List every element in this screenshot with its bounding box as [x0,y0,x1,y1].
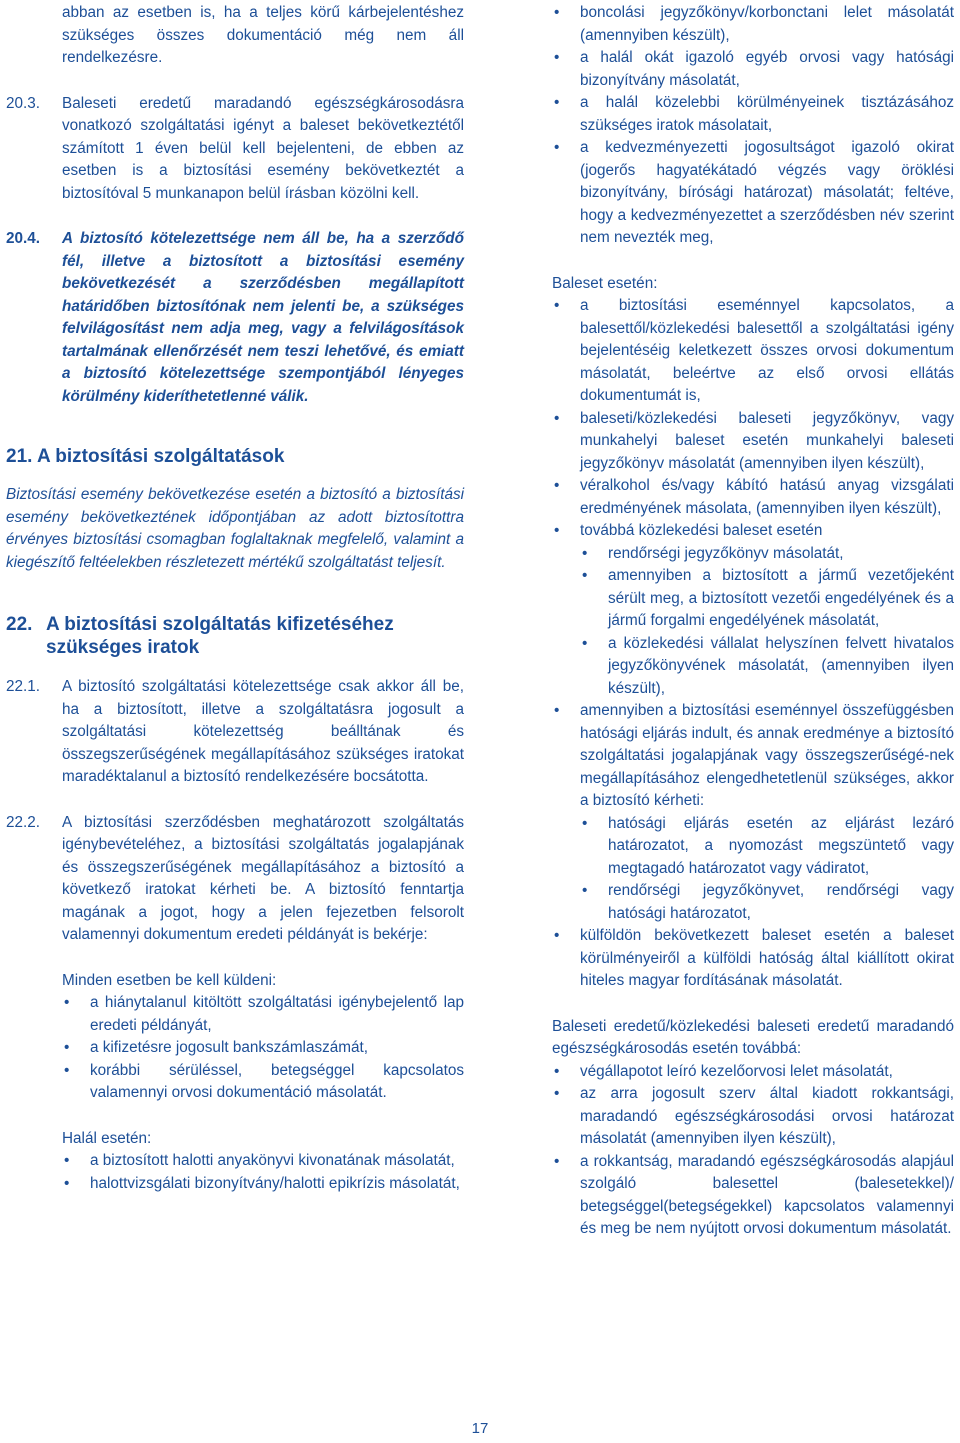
section-heading-21: 21. A biztosítási szolgáltatások [6,446,285,467]
list-item: • amennyiben a biztosított a jármű vezetőjeként sérült meg, a biztosított vezetői engedélyének és a jármű forgalmi engedélyének másolatát, [580,565,954,633]
section-21-text: Biztosítási esemény bekövetkezése esetén a biztosító a biztosítási esemény bekövetkeztének időpontjában az adott biztosítottra érvényes biztosítási csomagban foglaltaknak megfelelő, valamint a kiegészítő feltéelekben részletezett mértékű szolgáltatást teljesít. [6,486,464,571]
paragraph-20-3 [6,93,464,206]
list-item: • a kedvezményezetti jogosultságot igazoló okirat (jogerős hagyatékátadó végzés vagy öröklési bizonyítvány, bírósági határozat) másolatát; feltéve, hogy a kedvezményezettet a szerződésben név szerint nem nevezték meg, [552,137,954,250]
list-baleset [552,295,954,993]
list-item: • boncolási jegyzőkönyv/korbonctani lelet másolatát (amennyiben készült), [552,2,954,47]
list-item: • külföldön bekövetkezett baleset esetén a baleset körülményeiről a külföldi hatóság által kiállított okirat hiteles magyar fordításának másolatát. [552,925,954,993]
list-item [552,520,954,700]
list-halal [62,1150,464,1195]
paragraph-text: A biztosító kötelezettsége nem áll be, ha a szerződő fél, illetve a biztosított a biztosítási esemény bekövetkezését a szerződésben megállapított határidőben biztosítónak nem jelenti be, a szükséges felvilágosítást nem adja meg, vagy a felvilágosítások tartalmának ellenőrzését nem teszi lehetővé, és emiatt a biztosító kötelezettsége szempontjából lényeges körülmény kideríthetetlenné válik. [62,230,464,405]
paragraph-20-4 [6,228,464,408]
list-item: • a rokkantság, maradandó egészségkárosodás alapjául szolgáló balesettel (balesetekkel)/ betegséggel(betegségekkel) kapcsolatos valamennyi és meg be nem nyújtott orvosi dokumentum másolatát. [552,1151,954,1241]
list-item: • a kifizetésre jogosult bankszámlaszámát, [62,1037,464,1060]
list-item: • halottvizsgálati bizonyítvány/halotti epikrízis másolatát, [62,1173,464,1196]
list-label: Baleset esetén: [552,274,658,292]
list-halal-continued [552,2,954,250]
paragraph-number: 22.2. [6,813,41,831]
list-item: • a biztosított halotti anyakönyvi kivonatának másolatát, [62,1150,464,1173]
list-label: Halál esetén: [62,1129,152,1147]
list-item: • a közlekedési vállalat helyszínen felvett hivatalos jegyzőkönyvének másolatát, (amennyiben ilyen készült), [580,633,954,701]
section-heading-22 [6,613,464,659]
paragraph-22-1 [6,676,464,789]
list-block-minden [6,970,464,1105]
list-item: • a biztosítási eseménnyel kapcsolatos, a balesettől/közlekedési balesettől a szolgáltatási igény bejelentéséig keletkezett összes orvosi dokumentum másolatát, beleértve az első orvosi ellátás dokumentumát is, [552,295,954,408]
list-item: • korábbi sérüléssel, betegséggel kapcsolatos valamennyi orvosi dokumentáció másolatát. [62,1060,464,1105]
page-number: 17 [471,1420,489,1437]
list-item [552,700,954,925]
list-kozlekedesi [580,543,954,701]
list-item: • végállapotot leíró kezelőorvosi lelet másolatát, [552,1061,954,1084]
paragraph-text: A biztosítási szerződésben meghatározott szolgáltatás igénybevételéhez, a biztosítási szolgáltatás jogalapjának és összegszerűségének megállapításához a biztosító a következő iratokat kérheti be. A biztosító fenntartja magának a jogot, hogy a jelen fejezetben felsorolt valamennyi dokumentum eredeti példányát is bekérje: [62,813,464,943]
heading-text: A biztosítási szolgáltatás kifizetéséhez szükséges iratok [46,614,394,658]
paragraph-number: 22.1. [6,678,41,695]
list-item: • baleseti/közlekedési baleseti jegyzőkönyv, vagy munkahelyi baleset esetén munkahelyi baleseti jegyzőkönyv másolatát (amennyiben ilyen készült), [552,408,954,476]
list-item: • a halál okát igazoló egyéb orvosi vagy hatósági bizonyítvány másolatát, [552,47,954,92]
list-maradando [552,1061,954,1241]
list-item: • a halál közelebbi körülményeinek tisztázásához szükséges iratok másolatait, [552,92,954,137]
list-item-text: továbbá közlekedési baleset esetén [580,522,823,539]
list-minden [62,992,464,1105]
list-item: • rendőrségi jegyzőkönyvet, rendőrségi vagy hatósági határozatot, [580,880,954,925]
list-block-halal [6,1128,464,1196]
list-item: • a hiánytalanul kitöltött szolgáltatási igénybejelentő lap eredeti példányát, [62,992,464,1037]
list-item: • az arra jogosult szerv által kiadott rokkantsági, maradandó egészségkárosodási orvosi határozat másolatát (amennyiben ilyen készült), [552,1083,954,1151]
left-column [6,0,464,1195]
heading-number: 22. [6,614,33,635]
list-item: • véralkohol és/vagy kábító hatású anyag vizsgálati eredményének másolata, (amennyiben ilyen készült), [552,475,954,520]
list-item: • rendőrségi jegyzőkönyv másolatát, [580,543,954,566]
paragraph-number: 20.4. [6,230,41,247]
paragraph-20-2-continued: abban az esetben is, ha a teljes körű kárbejelentéshez szükséges összes dokumentáció még nem áll rendelkezésre. [62,4,464,66]
list-item-text: amennyiben a biztosítási eseménnyel összefüggésben hatósági eljárás indult, és annak eredménye a biztosító szolgáltatási jogalapjának vagy összegszerűségé-nek megállapításához elengedhetetlenül szükséges, akkor a biztosító kérheti: [580,702,954,809]
list-item: • hatósági eljárás esetén az eljárást lezáró határozatot, a nyomozást megszüntető vagy megtagadó határozatot vagy vádiratot, [580,813,954,881]
paragraph-text: A biztosító szolgáltatási kötelezettsége csak akkor áll be, ha a biztosított, illetve a szolgáltatásra jogosult a szolgáltatási kötelezettség beálltának és összegszerűségének megállapításához szükséges iratokat maradéktalanul a biztosító rendelkezésére bocsátotta. [62,678,464,785]
list-label: Minden esetben be kell küldeni: [62,971,277,989]
list-hatosagi [580,813,954,926]
paragraph-number: 20.3. [6,94,41,112]
paragraph-22-2 [6,812,464,947]
list-label: Baleseti eredetű/közlekedési baleseti eredetű maradandó egészségkárosodás esetén továbbá: [552,1017,954,1057]
right-column [552,0,954,1241]
paragraph-text: Baleseti eredetű maradandó egészségkárosodásra vonatkozó szolgáltatási igényt a baleset bekövetkeztétől számított 1 éven belül kell bejelenteni, de ebben az esetben is a biztosítási esemény bekövetkeztét a biztosítóval 5 munkanapon belül írásban közölni kell. [62,94,464,202]
